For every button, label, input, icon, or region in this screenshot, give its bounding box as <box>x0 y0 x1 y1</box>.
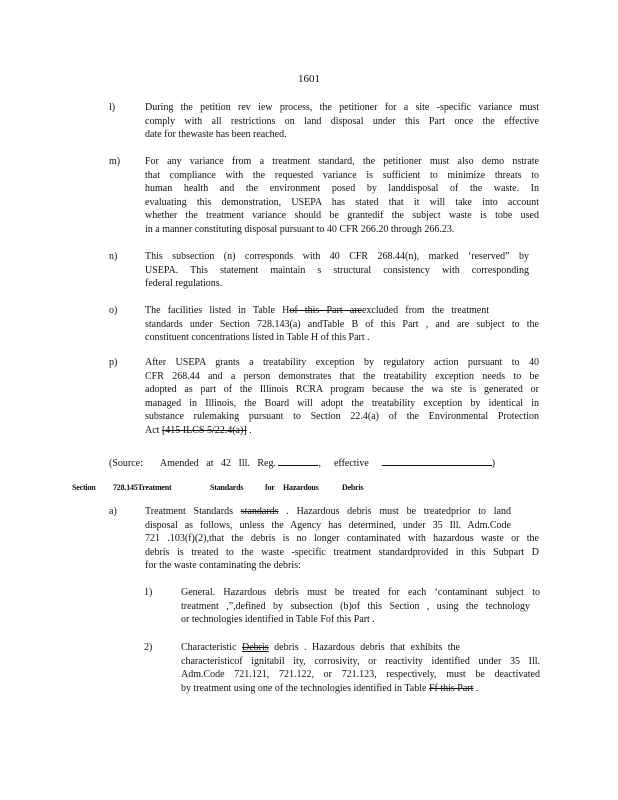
text-line <box>145 304 489 318</box>
text-run: by treatment using one of the technologies identified in Table <box>181 682 429 694</box>
section-number-title: 728.145Treatment <box>113 483 172 492</box>
item-body <box>145 101 539 142</box>
text-line: This subsection (n) corresponds with 40 CFR 268.44(n), marked ‘reserved” by <box>145 251 529 262</box>
source-close: ) <box>491 458 496 469</box>
section-title-word: Standards <box>210 483 244 492</box>
text-run: The facilities listed in Table H <box>145 305 290 316</box>
item-o <box>109 304 539 345</box>
section-title-word: Hazardous <box>283 483 319 492</box>
item-label: a) <box>109 506 117 517</box>
item-label: n) <box>109 251 118 262</box>
text-line: substance rulemaking pursuant to Section 22.4(a) of the Environmental Protection <box>145 411 539 423</box>
text-run: excluded from the treatment <box>361 305 489 316</box>
paragraph-2 <box>144 641 540 695</box>
source-note <box>109 455 539 471</box>
text-line: that compliance with the requested variance is sufficient to minimize threats to <box>145 169 539 181</box>
text-run: . <box>473 682 479 694</box>
item-p <box>109 356 539 438</box>
text-line <box>145 505 511 519</box>
source-amended: Amended at 42 Ill. Reg. <box>159 458 276 469</box>
text-line: Adm.Code 721.121, 721.122, or 721.123, respectively, must be deactivated <box>181 669 540 681</box>
subsection-a <box>109 505 539 573</box>
text-run: Characteristic <box>181 642 242 653</box>
item-label: p) <box>109 357 118 368</box>
text-line: for the waste contaminating the debris: <box>145 560 301 572</box>
text-line: whether the treatment variance should be grantedif the subject waste is tobe used <box>145 210 539 222</box>
paragraph-1 <box>144 586 540 627</box>
item-body <box>145 505 539 573</box>
text-line: human health and the environment posed by landdisposal of the waste. In <box>145 183 539 195</box>
text-run: . <box>246 424 252 436</box>
text-line <box>145 424 539 438</box>
item-m <box>109 155 539 237</box>
item-body <box>145 356 539 438</box>
text-line: adopted as part of the Illinois RCRA program because the wa ste is generated or <box>145 384 539 396</box>
page-number: 1601 <box>298 73 320 85</box>
text-line: or technologies identified in Table Fof this Part . <box>181 614 375 626</box>
source-comma: , <box>318 458 321 469</box>
text-line: comply with all restrictions on land disposal under this Part once the effective <box>145 115 539 127</box>
text-line: evaluating this demonstration, USEPA has stated that it will take into account <box>145 196 539 208</box>
text-line: debris is treated to the waste -specific treatment standardprovided in this Subpart D <box>145 546 539 558</box>
text-line <box>181 641 460 655</box>
text-line: General. Hazardous debris must be treated for each ‘contaminant subject to <box>181 587 540 598</box>
paragraph-label: 2) <box>144 642 153 653</box>
deleted-text: Ff this Part <box>428 682 474 694</box>
text-line: USEPA. This statement maintain s structural consistency with corresponding <box>145 264 529 276</box>
text-line: standards under Section 728.143(a) andTable B of this Part , and are subject to the <box>145 318 539 330</box>
item-l <box>109 101 539 142</box>
text-line: treatment ,”,defined by subsection (b)of this Section , using the technology <box>181 600 530 612</box>
text-run: Act <box>145 424 162 436</box>
text-line: After USEPA grants a treatability exception by regulatory action pursuant to 40 <box>145 357 539 368</box>
section-title-word: Debris <box>342 483 364 492</box>
text-line: characteristicof ignitabil ity, corrosivity, or reactivity identified under 35 Ill. <box>181 655 540 667</box>
text-line: 721 .103(f)(2),that the debris is no longer contaminated with hazardous waste or the <box>145 533 539 545</box>
paragraph-label: 1) <box>144 587 153 598</box>
item-body <box>145 155 539 237</box>
source-effective: effective <box>333 458 369 469</box>
item-body <box>145 250 529 291</box>
item-label: m) <box>109 156 121 167</box>
text-line: managed in Illinois, the Board will adopt the treatability exception by identical in <box>145 397 539 409</box>
text-line: During the petition rev iew process, the petitioner for a site -specific variance must <box>145 102 539 113</box>
text-line: federal regulations. <box>145 278 223 290</box>
text-line <box>181 682 540 696</box>
text-line: disposal as follows, unless the Agency has determined, under 35 Ill. Adm.Code <box>145 519 511 531</box>
blank-line <box>278 455 318 466</box>
blank-line <box>382 455 492 466</box>
item-n <box>109 250 539 291</box>
text-line: date for thewaste has been reached. <box>145 129 287 141</box>
deleted-text: of this Part are <box>289 305 362 316</box>
text-run: . Hazardous debris must be treatedprior to land <box>278 506 511 517</box>
paragraph-body <box>181 641 540 695</box>
revised-text: Debris <box>242 642 269 653</box>
item-label: l) <box>109 102 116 113</box>
deleted-text: [415 ILCS 5/22.4(a)] <box>161 424 247 436</box>
paragraph-body <box>181 586 540 627</box>
text-line: constituent concentrations listed in Table H of this Part . <box>145 332 370 344</box>
text-run: Treatment Standards <box>145 506 241 517</box>
text-line: For any variance from a treatment standard, the petitioner must also demo nstrate <box>145 156 539 167</box>
section-title-word: for <box>265 483 275 492</box>
text-line: in a manner constituting disposal pursuant to 40 CFR 266.20 through 266.23. <box>145 223 455 235</box>
text-run: debris . Hazardous debris that exhibits the <box>268 642 460 653</box>
item-label: o) <box>109 305 118 316</box>
text-line: CFR 268.44 and a person demonstrates that the treatability exception needs to be <box>145 370 539 382</box>
deleted-text: standards <box>240 506 279 517</box>
section-word: Section <box>72 483 96 492</box>
source-prefix: (Source: <box>109 458 143 469</box>
item-body <box>145 304 539 345</box>
